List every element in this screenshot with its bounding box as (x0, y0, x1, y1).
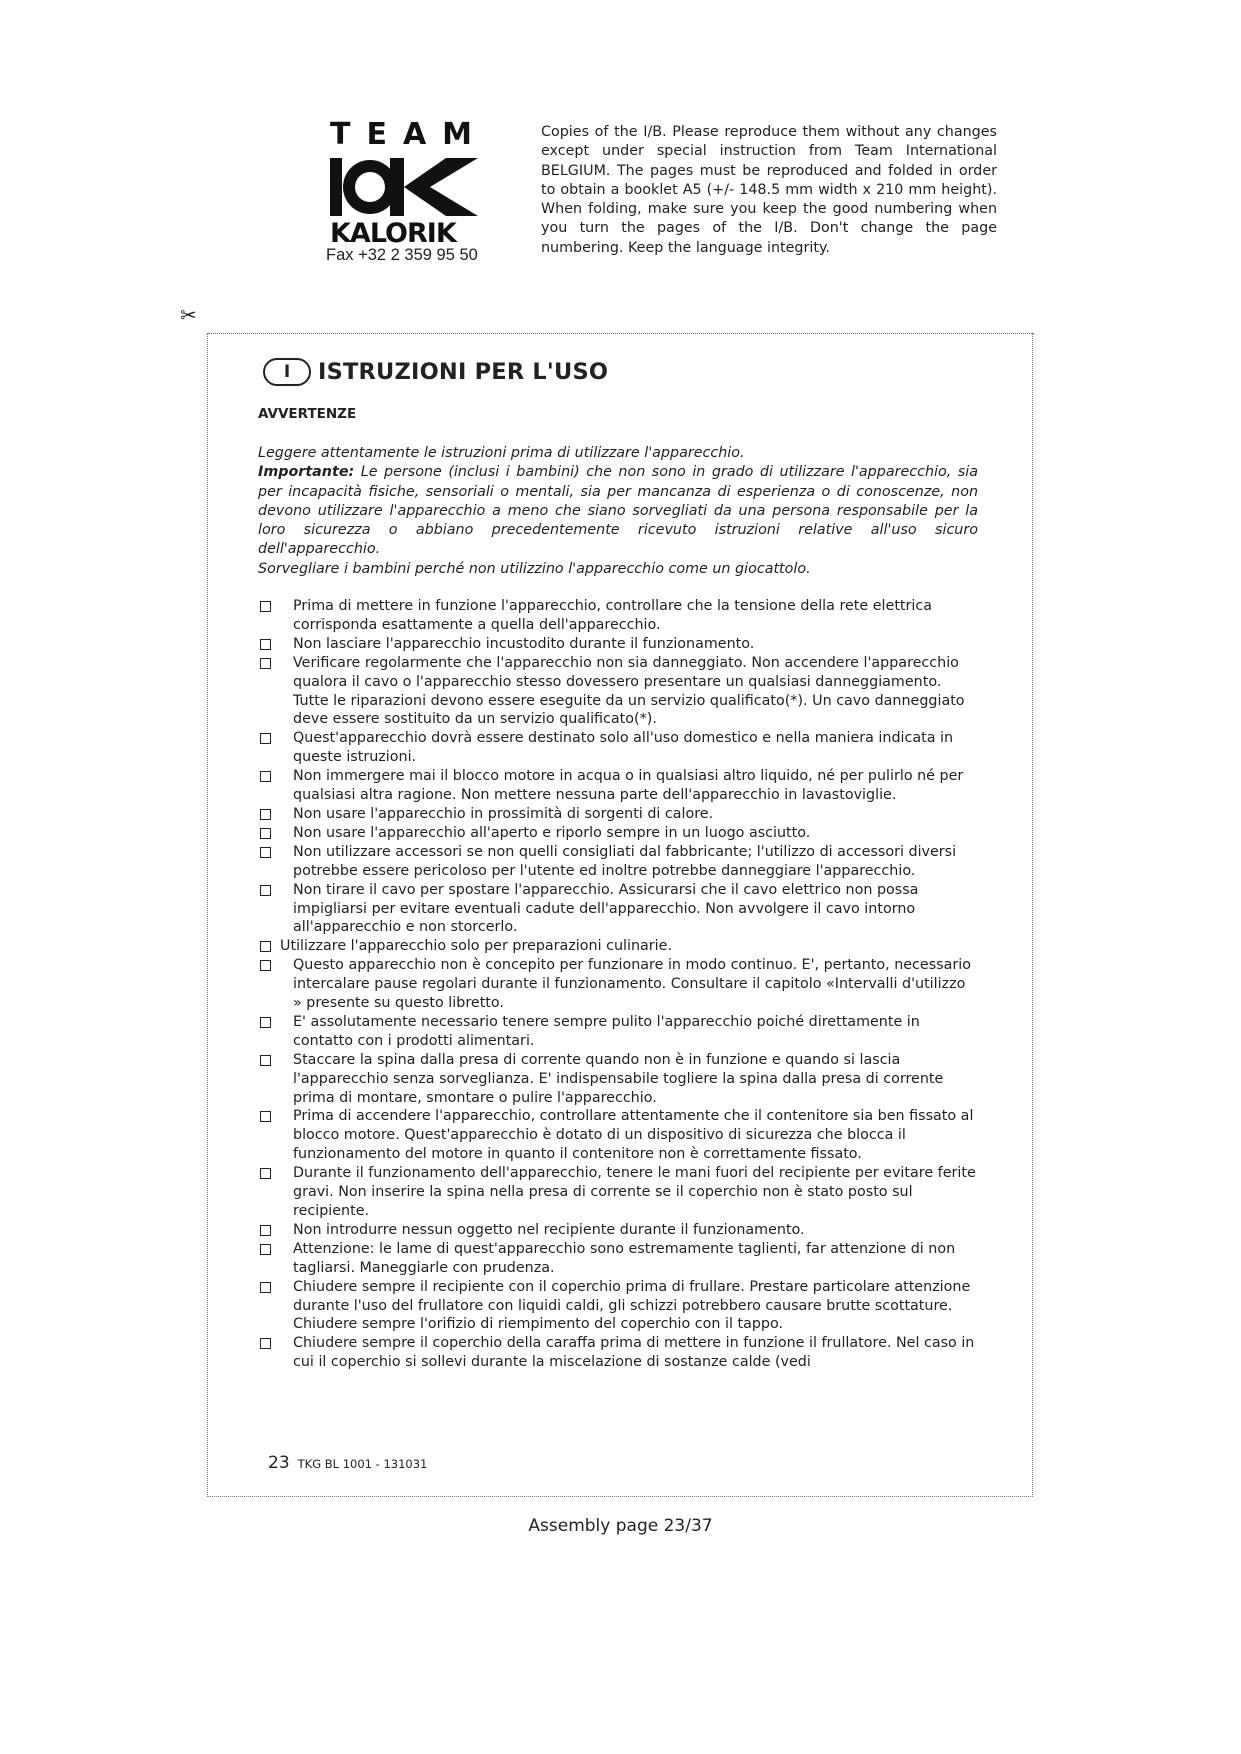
checkbox-bullet-icon (260, 1111, 271, 1122)
checkbox-bullet-icon (260, 1225, 271, 1236)
checkbox-bullet-icon (260, 941, 271, 952)
list-item: Questo apparecchio non è concepito per funzionare in modo continuo. E', pertanto, necessario intercalare pause regolari durante il funzionamento. Consultare il capitolo «Intervalli d'utilizzo » presente su questo libretto. (258, 956, 978, 1013)
assembly-page-label: Assembly page 23/37 (528, 1516, 713, 1536)
checkbox-bullet-icon (260, 828, 271, 839)
checkbox-bullet-icon (260, 1168, 271, 1179)
page-footer (268, 1453, 427, 1473)
list-item: Prima di mettere in funzione l'apparecchio, controllare che la tensione della rete elettrica corrisponda esattamente a quella dell'apparecchio. (258, 597, 978, 635)
list-item: Verificare regolarmente che l'apparecchio non sia danneggiato. Non accendere l'apparecchio qualora il cavo o l'apparecchio stesso dovessero presentare un qualsiasi danneggiamento. Tutte le riparazioni devono essere eseguite da un servizio qualificato(*). Un cavo danneggiato deve essere sostituito da un servizio qualificato(*). (258, 654, 978, 730)
supervision-line: Sorvegliare i bambini perché non utilizzino l'apparecchio come un giocattolo. (258, 560, 811, 577)
logo-brand-text: KALORIK (330, 218, 456, 249)
intro-block (258, 444, 978, 579)
language-badge: I (263, 358, 311, 386)
list-item: Non usare l'apparecchio in prossimità di sorgenti di calore. (258, 805, 978, 824)
list-item: Chiudere sempre il coperchio della caraffa prima di mettere in funzione il frullatore. Nel caso in cui il coperchio si sollevi durante la miscelazione di sostanze calde (vedi (258, 1334, 978, 1372)
checkbox-bullet-icon (260, 847, 271, 858)
checkbox-bullet-icon (260, 1338, 271, 1349)
checkbox-bullet-icon (260, 658, 271, 669)
intro-line: Leggere attentamente le istruzioni prima di utilizzare l'apparecchio. (258, 445, 745, 461)
list-item: Non introdurre nessun oggetto nel recipiente durante il funzionamento. (258, 1221, 978, 1240)
list-item: E' assolutamente necessario tenere sempre pulito l'apparecchio poiché direttamente in contatto con i prodotti alimentari. (258, 1013, 978, 1051)
checkbox-bullet-icon (260, 1282, 271, 1293)
list-item: Non usare l'apparecchio all'aperto e riporlo sempre in un luogo asciutto. (258, 824, 978, 843)
list-item: Durante il funzionamento dell'apparecchio, tenere le mani fuori del recipiente per evitare ferite gravi. Non inserire la spina nella presa di corrente se il coperchio non è stato posto sul recipiente. (258, 1164, 978, 1221)
checkbox-bullet-icon (260, 1017, 271, 1028)
checkbox-bullet-icon (260, 960, 271, 971)
reproduction-note: Copies of the I/B. Please reproduce them without any changes except under special instruction from Team International BELGIUM. The pages must be reproduced and folded in order to obtain a booklet A5 (+/- 148.5 mm width x 210 mm height). When folding, make sure you keep the good numbering when you turn the pages of the I/B. Don't change the page numbering. Keep the language integrity. (541, 124, 997, 256)
list-item: Non lasciare l'apparecchio incustodito durante il funzionamento. (258, 635, 978, 654)
warnings-list (258, 597, 978, 1372)
warnings-heading: AVVERTENZE (258, 406, 357, 422)
checkbox-bullet-icon (260, 639, 271, 650)
checkbox-bullet-icon (260, 809, 271, 820)
important-text: Le persone (inclusi i bambini) che non sono in grado di utilizzare l'apparecchio, sia per incapacità fisiche, sensoriali o mentali, sia per mancanza di esperienza o di conoscenze, non devono utilizzare l'apparecchio a meno che siano sorvegliati da una persona responsabile per la loro sicurezza o abbiano precedentemente ricevuto istruzioni relative all'uso sicuro dell'apparecchio. (258, 464, 978, 558)
kalorik-k-icon (330, 156, 478, 218)
page-number: 23 (268, 1453, 290, 1473)
fax-number: Fax +32 2 359 95 50 (326, 246, 478, 264)
list-item: Chiudere sempre il recipiente con il coperchio prima di frullare. Prestare particolare attenzione durante l'uso del frullatore con liquidi caldi, gli schizzi potrebbero causare brutte scottature. Chiudere sempre l'orifizio di riempimento del coperchio con il tappo. (258, 1278, 978, 1335)
list-item: Staccare la spina dalla presa di corrente quando non è in funzione e quando si lascia l'apparecchio senza sorveglianza. E' indispensabile togliere la spina dalla presa di corrente prima di montare, smontare o pulire l'apparecchio. (258, 1051, 978, 1108)
checkbox-bullet-icon (260, 771, 271, 782)
checkbox-bullet-icon (260, 1055, 271, 1066)
list-item: Non utilizzare accessori se non quelli consigliati dal fabbricante; l'utilizzo di accessori diversi potrebbe essere pericoloso per l'utente ed inoltre potrebbe danneggiare l'apparecchio. (258, 843, 978, 881)
list-item: Quest'apparecchio dovrà essere destinato solo all'uso domestico e nella maniera indicata in queste istruzioni. (258, 729, 978, 767)
team-kalorik-logo (330, 117, 490, 249)
list-item: Non tirare il cavo per spostare l'apparecchio. Assicurarsi che il cavo elettrico non possa impigliarsi per evitare eventuali cadute dell'apparecchio. Non avvolgere il cavo intorno all'apparecchio e non storcerlo. (258, 881, 978, 938)
checkbox-bullet-icon (260, 733, 271, 744)
scissors-icon: ✂ (180, 303, 197, 327)
document-reference: TKG BL 1001 - 131031 (297, 1457, 428, 1471)
list-item: Non immergere mai il blocco motore in acqua o in qualsiasi altro liquido, né per pulirlo né per qualsiasi altra ragione. Non mettere nessuna parte dell'apparecchio in lavastoviglie. (258, 767, 978, 805)
logo-team-text: TEAM (330, 117, 489, 152)
section-title (263, 358, 608, 386)
important-label: Importante: (258, 464, 355, 481)
page-title: ISTRUZIONI PER L'USO (318, 359, 609, 385)
list-item: Prima di accendere l'apparecchio, controllare attentamente che il contenitore sia ben fissato al blocco motore. Quest'apparecchio è dotato di un dispositivo di sicurezza che blocca il funzionamento del motore in quanto il contenitore non è correttamente fissato. (258, 1107, 978, 1164)
list-item: Utilizzare l'apparecchio solo per preparazioni culinarie. (258, 937, 978, 956)
important-paragraph (258, 463, 978, 559)
list-item: Attenzione: le lame di quest'apparecchio sono estremamente taglienti, far attenzione di non tagliarsi. Maneggiarle con prudenza. (258, 1240, 978, 1278)
checkbox-bullet-icon (260, 1244, 271, 1255)
checkbox-bullet-icon (260, 601, 271, 612)
checkbox-bullet-icon (260, 885, 271, 896)
